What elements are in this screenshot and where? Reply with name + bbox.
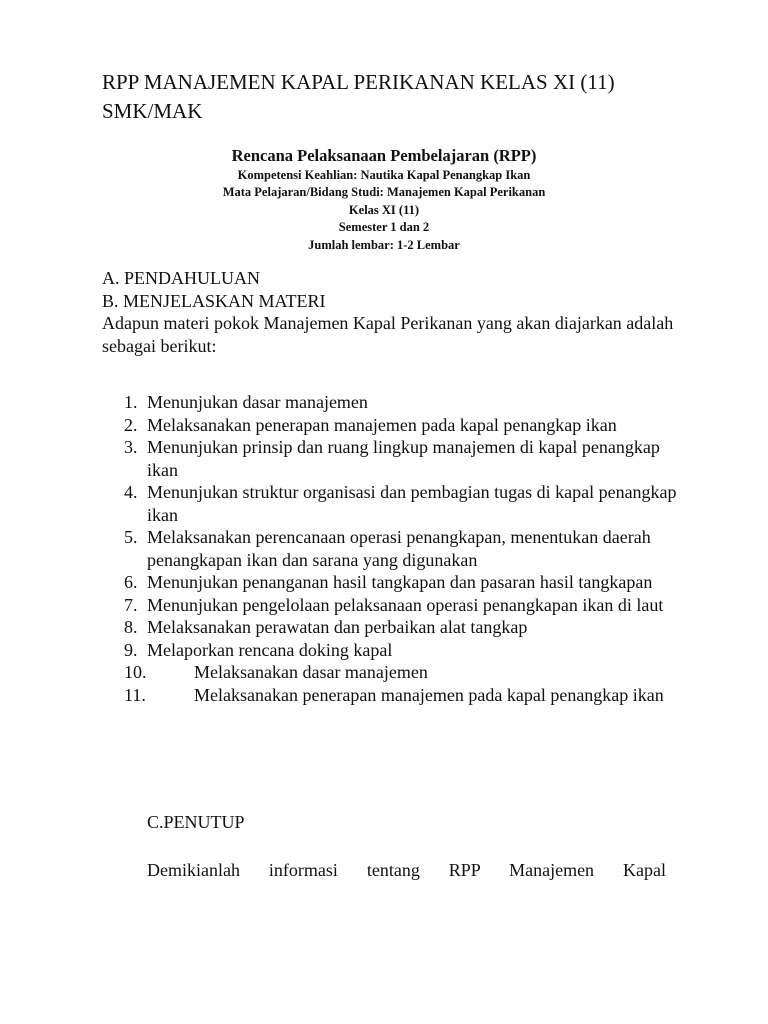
section-heading-introduction: A. PENDAHULUAN <box>102 268 260 288</box>
list-item <box>102 571 682 594</box>
list-item-text: Menunjukan prinsip dan ruang lingkup manajemen di kapal penangkap ikan <box>147 437 660 480</box>
list-item <box>102 526 682 571</box>
list-item-text: Menunjukan pengelolaan pelaksanaan operasi penangkapan ikan di laut <box>147 594 664 615</box>
list-item <box>102 639 682 662</box>
list-item-text: Menunjukan struktur organisasi dan pembagian tugas di kapal penangkap ikan <box>147 482 677 525</box>
section-heading-closing: C.PENUTUP <box>147 812 245 832</box>
rpp-header-title: Rencana Pelaksanaan Pembelajaran (RPP) <box>231 146 537 165</box>
class-line: Kelas XI (11) <box>348 202 420 217</box>
list-item <box>102 391 682 414</box>
section-heading-material: B. MENJELASKAN MATERI <box>102 290 326 311</box>
competency-line: Kompetensi Keahlian: Nautika Kapal Penangkap Ikan <box>237 168 531 182</box>
rpp-header <box>102 145 666 254</box>
list-item-text: Melaksanakan perawatan dan perbaikan alat tangkap <box>147 617 528 637</box>
sheet-count-line: Jumlah lembar: 1-2 Lembar <box>308 237 460 252</box>
closing-paragraph: Demikianlah informasi tentang RPP Manajemen Kapal <box>147 860 666 880</box>
list-item-number: 6. <box>124 572 138 592</box>
semester-line: Semester 1 dan 2 <box>338 220 430 235</box>
list-item-text: Melaksanakan penerapan manajemen pada kapal penangkap ikan <box>147 414 617 435</box>
list-item-number: 4. <box>124 482 138 502</box>
list-item-number: 11. <box>124 684 146 705</box>
list-item-number: 8. <box>124 617 138 637</box>
list-item-text: Melaksanakan perencanaan operasi penangkapan, menentukan daerah penangkapan ikan dan sarana yang digunakan <box>147 527 651 570</box>
list-item-number: 2. <box>124 414 138 435</box>
document-title: RPP MANAJEMEN KAPAL PERIKANAN KELAS XI (11) SMK/MAK <box>102 70 615 123</box>
list-item <box>102 661 682 684</box>
list-item <box>102 481 682 526</box>
list-item-number: 5. <box>124 527 138 547</box>
intro-section <box>102 267 682 357</box>
list-item-number: 10. <box>124 662 147 682</box>
list-item-text: Menunjukan dasar manajemen <box>147 392 368 412</box>
list-item <box>102 616 682 639</box>
list-item-number: 7. <box>124 594 138 615</box>
list-item <box>102 436 682 481</box>
list-item-text: Melaksanakan dasar manajemen <box>194 662 428 682</box>
list-item-text: Melaksanakan penerapan manajemen pada kapal penangkap ikan <box>194 684 664 705</box>
list-item-text: Melaporkan rencana doking kapal <box>147 639 393 660</box>
material-list <box>102 391 682 706</box>
list-item-number: 9. <box>124 639 138 660</box>
intro-paragraph: Adapun materi pokok Manajemen Kapal Perikanan yang akan diajarkan adalah sebagai berikut: <box>102 313 674 356</box>
list-item <box>102 594 682 617</box>
list-item-number: 1. <box>124 392 138 412</box>
list-item <box>102 414 682 437</box>
subject-line: Mata Pelajaran/Bidang Studi: Manajemen Kapal Perikanan <box>222 185 546 200</box>
list-item <box>102 684 682 707</box>
list-item-number: 3. <box>124 437 138 457</box>
list-item-text: Menunjukan penanganan hasil tangkapan dan pasaran hasil tangkapan <box>147 572 653 592</box>
